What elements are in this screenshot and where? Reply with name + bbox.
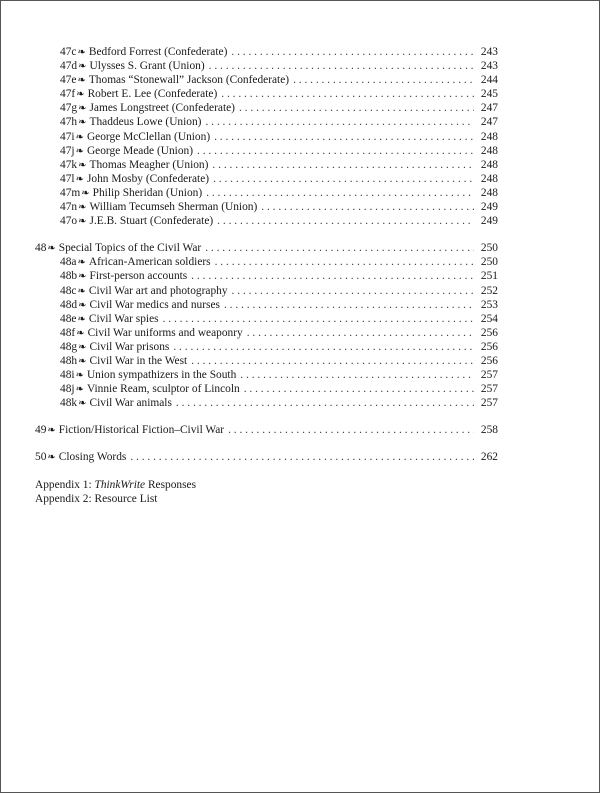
fleuron-icon: ❧	[78, 159, 87, 171]
entry-page-number: 249	[480, 201, 498, 214]
dot-leader	[209, 59, 474, 73]
entry-number: 47c	[60, 46, 77, 58]
fleuron-icon: ❧	[47, 452, 56, 464]
toc-entry-row[interactable]	[35, 255, 498, 269]
dot-leader	[191, 354, 474, 368]
entry-page-number: 253	[480, 298, 498, 311]
fleuron-icon: ❧	[76, 89, 85, 101]
dot-leader	[206, 186, 474, 200]
dot-leader	[130, 450, 474, 464]
toc-entry-row[interactable]	[35, 284, 498, 298]
fleuron-icon: ❧	[75, 173, 84, 185]
entry-page-number: 248	[480, 144, 498, 157]
entry-page-number: 250	[480, 256, 498, 269]
entry-number: 47l	[60, 172, 75, 185]
entry-page-number: 257	[480, 383, 498, 396]
entry-number: 47i	[60, 130, 75, 143]
dot-leader	[163, 312, 474, 326]
dot-leader	[215, 255, 474, 269]
toc-chapter-row[interactable]	[35, 450, 498, 464]
entry-number: 47k	[60, 158, 78, 171]
toc-entry-row[interactable]	[35, 312, 498, 326]
fleuron-icon: ❧	[77, 257, 86, 269]
toc-entry-row[interactable]	[35, 382, 498, 396]
fleuron-icon: ❧	[78, 299, 87, 311]
fleuron-icon: ❧	[78, 271, 87, 283]
entry-page-number: 248	[480, 158, 498, 171]
toc-entry-row[interactable]	[35, 368, 498, 382]
toc-chapter-row[interactable]	[35, 241, 498, 255]
entry-number: 48a	[60, 256, 77, 269]
entry-title: Thomas “Stonewall” Jackson (Confederate)	[88, 74, 290, 87]
fleuron-icon: ❧	[77, 313, 86, 325]
dot-leader	[239, 101, 474, 115]
toc-entry-row[interactable]	[35, 326, 498, 340]
toc-entry-row[interactable]	[35, 73, 498, 87]
entry-title: Civil War art and photography	[88, 284, 228, 297]
toc-chapter-row[interactable]	[35, 423, 498, 437]
dot-leader	[240, 368, 474, 382]
entry-title: Philip Sheridan (Union)	[92, 186, 203, 199]
dot-leader	[173, 340, 474, 354]
fleuron-icon: ❧	[75, 370, 84, 382]
entry-page-number: 258	[480, 424, 498, 437]
fleuron-icon: ❧	[47, 243, 56, 255]
entry-title: Ulysses S. Grant (Union)	[89, 60, 205, 73]
fleuron-icon: ❧	[78, 398, 87, 410]
section-spacer	[35, 228, 498, 241]
entry-number: 47m	[60, 186, 81, 199]
appendix-italic-title: ThinkWrite	[94, 478, 146, 491]
fleuron-icon: ❧	[81, 187, 90, 199]
entry-title: Special Topics of the Civil War	[58, 242, 202, 255]
entry-title: Vinnie Ream, sculptor of Lincoln	[86, 383, 240, 396]
toc-entry-row[interactable]	[35, 269, 498, 283]
fleuron-icon: ❧	[77, 75, 86, 87]
entry-number: 48d	[60, 298, 78, 311]
dot-leader	[244, 382, 474, 396]
toc-entry-row[interactable]	[35, 396, 498, 410]
section-spacer	[35, 465, 498, 478]
dot-leader	[247, 326, 474, 340]
appendix-prefix: Appendix 1:	[35, 478, 95, 491]
fleuron-icon: ❧	[77, 285, 86, 297]
appendix-suffix: Responses	[145, 478, 197, 491]
toc-entry-row[interactable]	[35, 144, 498, 158]
entry-number: 48k	[60, 397, 78, 410]
dot-leader	[228, 423, 474, 437]
entry-page-number: 245	[480, 88, 498, 101]
fleuron-icon: ❧	[78, 103, 87, 115]
dot-leader	[212, 158, 474, 172]
toc-entry-row[interactable]	[35, 158, 498, 172]
entry-page-number: 262	[480, 451, 498, 464]
entry-number: 47o	[60, 215, 78, 228]
entry-number: 48g	[60, 340, 78, 353]
appendix-entry[interactable]	[35, 478, 498, 492]
dot-leader	[214, 130, 474, 144]
toc-entry-row[interactable]	[35, 172, 498, 186]
entry-page-number: 252	[480, 284, 498, 297]
dot-leader	[205, 241, 474, 255]
dot-leader	[293, 73, 474, 87]
fleuron-icon: ❧	[47, 425, 56, 437]
entry-number: 48i	[60, 369, 75, 382]
fleuron-icon: ❧	[78, 202, 87, 214]
dot-leader	[261, 200, 474, 214]
dot-leader	[231, 45, 474, 59]
appendix-entry[interactable]	[35, 492, 498, 506]
dot-leader	[217, 214, 474, 228]
entry-title: George Meade (Union)	[86, 144, 194, 157]
dot-leader	[176, 396, 474, 410]
entry-number: 48	[35, 242, 47, 255]
dot-leader	[205, 115, 474, 129]
fleuron-icon: ❧	[75, 145, 84, 157]
dot-leader	[224, 298, 474, 312]
toc-entry-row[interactable]	[35, 59, 498, 73]
entry-page-number: 248	[480, 172, 498, 185]
dot-leader	[232, 284, 474, 298]
entry-title: Closing Words	[58, 451, 127, 464]
entry-number: 48f	[60, 326, 76, 339]
entry-title: Fiction/Historical Fiction–Civil War	[58, 424, 225, 437]
entry-page-number: 257	[480, 369, 498, 382]
section-spacer	[35, 437, 498, 450]
entry-number: 47n	[60, 201, 78, 214]
fleuron-icon: ❧	[75, 131, 84, 143]
fleuron-icon: ❧	[78, 216, 87, 228]
toc-entry-row[interactable]	[35, 214, 498, 228]
fleuron-icon: ❧	[78, 117, 87, 129]
fleuron-icon: ❧	[78, 355, 87, 367]
entry-title: Civil War prisons	[89, 340, 170, 353]
entry-page-number: 249	[480, 215, 498, 228]
toc-entry-row[interactable]	[35, 130, 498, 144]
entry-number: 48j	[60, 383, 75, 396]
entry-title: Thaddeus Lowe (Union)	[89, 116, 202, 129]
fleuron-icon: ❧	[75, 384, 84, 396]
fleuron-icon: ❧	[76, 327, 85, 339]
dot-leader	[221, 87, 474, 101]
table-of-contents	[35, 45, 498, 506]
toc-entry-row[interactable]	[35, 186, 498, 200]
entry-title: James Longstreet (Confederate)	[89, 102, 235, 115]
dot-leader	[191, 269, 474, 283]
entry-title: Civil War uniforms and weaponry	[87, 326, 243, 339]
entry-title: First-person accounts	[89, 270, 188, 283]
dot-leader	[197, 144, 474, 158]
fleuron-icon: ❧	[77, 47, 86, 58]
toc-entry-row[interactable]	[35, 87, 498, 101]
entry-page-number: 243	[480, 46, 498, 58]
toc-entry-row[interactable]	[35, 45, 498, 59]
entry-page-number: 248	[480, 130, 498, 143]
entry-page-number: 256	[480, 354, 498, 367]
entry-page-number: 250	[480, 242, 498, 255]
entry-title: John Mosby (Confederate)	[86, 172, 210, 185]
entry-number: 49	[35, 424, 47, 437]
entry-number: 48e	[60, 312, 77, 325]
entry-page-number: 243	[480, 60, 498, 73]
entry-page-number: 251	[480, 270, 498, 283]
fleuron-icon: ❧	[78, 61, 87, 73]
entry-page-number: 257	[480, 397, 498, 410]
dot-leader	[213, 172, 474, 186]
entry-title: Civil War medics and nurses	[89, 298, 220, 311]
toc-entry-row[interactable]	[35, 340, 498, 354]
entry-page-number: 244	[480, 74, 498, 87]
entry-number: 48c	[60, 284, 77, 297]
entry-page-number: 248	[480, 186, 498, 199]
entry-number: 47f	[60, 88, 76, 101]
entry-page-number: 254	[480, 312, 498, 325]
toc-entry-row[interactable]	[35, 298, 498, 312]
entry-title: African-American soldiers	[88, 256, 211, 269]
entry-page-number: 247	[480, 116, 498, 129]
fleuron-icon: ❧	[78, 341, 87, 353]
entry-page-number: 247	[480, 102, 498, 115]
entry-page-number: 256	[480, 340, 498, 353]
entry-title: Union sympathizers in the South	[86, 369, 237, 382]
toc-entry-row[interactable]	[35, 200, 498, 214]
entry-number: 48h	[60, 354, 78, 367]
section-spacer	[35, 410, 498, 423]
entry-title: Civil War animals	[89, 397, 172, 410]
entry-title: J.E.B. Stuart (Confederate)	[89, 215, 214, 228]
entry-number: 47j	[60, 144, 75, 157]
entry-title: Civil War spies	[88, 312, 159, 325]
entry-number: 47h	[60, 116, 78, 129]
toc-entry-row[interactable]	[35, 115, 498, 129]
entry-title: Civil War in the West	[89, 354, 188, 367]
entry-title: William Tecumseh Sherman (Union)	[89, 201, 258, 214]
entry-number: 47g	[60, 102, 78, 115]
entry-number: 48b	[60, 270, 78, 283]
appendix-prefix: Appendix 2: Resource List	[35, 492, 158, 505]
entry-number: 50	[35, 451, 47, 464]
entry-title: Thomas Meagher (Union)	[89, 158, 209, 171]
toc-entry-row[interactable]	[35, 101, 498, 115]
entry-title: George McClellan (Union)	[86, 130, 211, 143]
entry-number: 47e	[60, 74, 77, 87]
entry-title: Bedford Forrest (Confederate)	[88, 46, 228, 58]
entry-page-number: 256	[480, 326, 498, 339]
entry-title: Robert E. Lee (Confederate)	[87, 88, 218, 101]
toc-entry-row[interactable]	[35, 354, 498, 368]
entry-number: 47d	[60, 60, 78, 73]
